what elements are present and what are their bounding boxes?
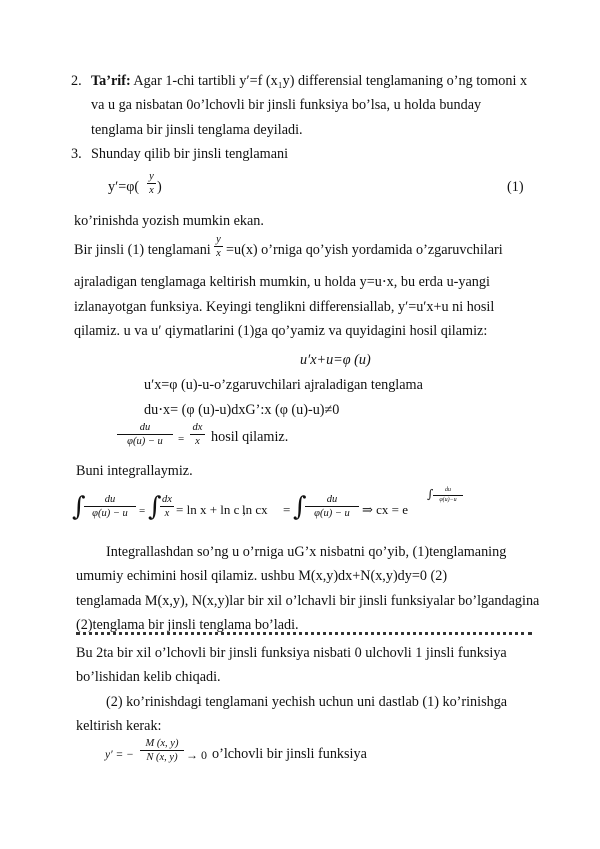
eq1-rhs: ) xyxy=(157,179,162,195)
item2-line1 xyxy=(91,72,527,90)
integral-sign-1: ∫ xyxy=(72,492,86,522)
eq7-denominator: N (x, y) xyxy=(146,752,178,763)
eq6-fraction-2 xyxy=(160,494,174,519)
eq6-result: = ln x + ln c , xyxy=(176,502,246,517)
para2-fraction xyxy=(214,234,223,259)
eq6-fraction-3 xyxy=(305,494,359,519)
eq6-int2-den: x xyxy=(164,508,170,519)
eq6-int3-den: φ(u) − u xyxy=(314,508,350,519)
item2-line2: va u ga nisbatan 0o’lchovli bir jinsli funksiya bo’lsa, u holda bunday xyxy=(91,97,482,113)
item3-number: 3. xyxy=(71,146,82,162)
eq6-arrow: ⇒ cx = e xyxy=(362,502,409,517)
para2-line3: izlanayotgan funksiya. Keyingi tenglikni differensiallab, y′=u′x+u ni hosil xyxy=(74,299,495,315)
item2-line1-text: Agar 1-chi tartibli y′=f (x₁y) differensial tenglamaning o’ng tomoni x xyxy=(130,73,528,89)
eq6-int3-num: du xyxy=(326,494,338,505)
para2-after: =u(x) o’rniga qo’yish yordamida o’zgaruvchilari xyxy=(226,242,503,258)
para4-line2: umumiy echimini hosil qilamiz. ushbu M(x,y)dx+N(x,y)dy=0 (2) xyxy=(76,568,448,584)
item2-number: 2. xyxy=(71,73,82,89)
eq5-fraction-left xyxy=(117,422,173,447)
para3-text: Buni integrallaymiz. xyxy=(76,463,193,479)
eq6-equals: = xyxy=(139,505,146,517)
eq7-lhs: y′ = − xyxy=(105,749,134,761)
eq5-fraction-right xyxy=(190,422,205,447)
para5-line1: Bu 2ta bir xil o’lchovli bir jinsli funksiya nisbati 0 ulchovli 1 jinsli funksiya xyxy=(76,645,507,661)
eq6-lhs2: ln cx xyxy=(242,502,268,517)
exponent-integral-sign: ∫ xyxy=(427,487,434,501)
eq4: du⋅x= (φ (u)-u)dxG’:x (φ (u)-u)≠0 xyxy=(144,402,340,418)
para4-line3: tenglamada M(x,y), N(x,y)lar bir xil o’lchavli bir jinsli funksiyalar bo’lgandagina xyxy=(76,593,540,609)
eq6-int2-num: dx xyxy=(162,494,172,505)
item2-definition-label: Ta’rif: xyxy=(91,73,131,89)
para4-line4: (2)tenglama bir jinsli tenglama bo’ladi. xyxy=(76,617,299,633)
integral-sign-2: ∫ xyxy=(148,492,162,522)
para6-line2: keltirish kerak: xyxy=(76,718,162,734)
item2-line3: tenglama bir jinsli tenglama deyiladi. xyxy=(91,122,303,138)
eq5-den1: φ(u) − u xyxy=(127,436,163,447)
eq5-den2: x xyxy=(195,436,200,447)
eq6-int1-den: φ(u) − u xyxy=(92,508,128,519)
para2-before: Bir jinsli (1) tenglamani xyxy=(74,242,211,258)
eq1-fraction xyxy=(147,171,156,196)
eq2: u′x+u=φ (u) xyxy=(300,352,371,368)
eq3: u′x=φ (u)-u-o’zgaruvchilari ajraladigan tenglama xyxy=(144,377,423,393)
eq5-num2: dx xyxy=(192,422,203,433)
para2-line2: ajraladigan tenglamaga keltirish mumkin, u holda y=u⋅x, bu erda u-yangi xyxy=(74,274,490,290)
eq7-numerator: M (x, y) xyxy=(145,738,179,749)
eq7-text: o’lchovli bir jinsli funksiya xyxy=(212,746,367,762)
integral-sign-3: ∫ xyxy=(293,492,307,522)
eq7-fraction xyxy=(140,738,184,763)
item3-line1: Shunday qilib bir jinsli tenglamani xyxy=(91,146,289,162)
eq6-exp-den: φ(u)−u xyxy=(439,497,457,503)
para4-line1: Integrallashdan so’ng u o’rniga uG’x nisbatni qo’yib, (1)tenglamaning xyxy=(106,544,507,560)
eq6-exponent-fraction xyxy=(433,487,463,504)
para2-numerator: y xyxy=(216,234,221,245)
eq1-label: (1) xyxy=(507,179,524,195)
eq6-exp-num: du xyxy=(445,487,451,493)
para2-denominator: x xyxy=(216,248,221,259)
para1-text: ko’rinishda yozish mumkin ekan. xyxy=(74,213,264,229)
eq5-equals: = xyxy=(178,433,185,445)
eq5-num1: du xyxy=(139,422,151,433)
eq1-lhs: y′=φ( xyxy=(108,179,140,195)
eq6-fraction-1 xyxy=(84,494,136,519)
para2-line4: qilamiz. u va u′ qiymatlarini (1)ga qo’yamiz va quyidagini hosil qilamiz: xyxy=(74,323,488,339)
eq1-denominator: x xyxy=(149,185,154,196)
eq5-text: hosil qilamiz. xyxy=(211,429,289,445)
eq7-arrow: → 0 xyxy=(186,748,207,762)
para6-line1: (2) ko’rinishdagi tenglamani yechish uchun uni dastlab (1) ko’rinishga xyxy=(106,694,508,710)
para5-line2: bo’lishidan kelib chiqadi. xyxy=(76,669,221,685)
eq1-numerator: y xyxy=(149,171,154,182)
dotted-divider xyxy=(76,632,532,635)
eq6-int1-num: du xyxy=(104,494,116,505)
eq6-equals-2: = xyxy=(283,502,291,517)
